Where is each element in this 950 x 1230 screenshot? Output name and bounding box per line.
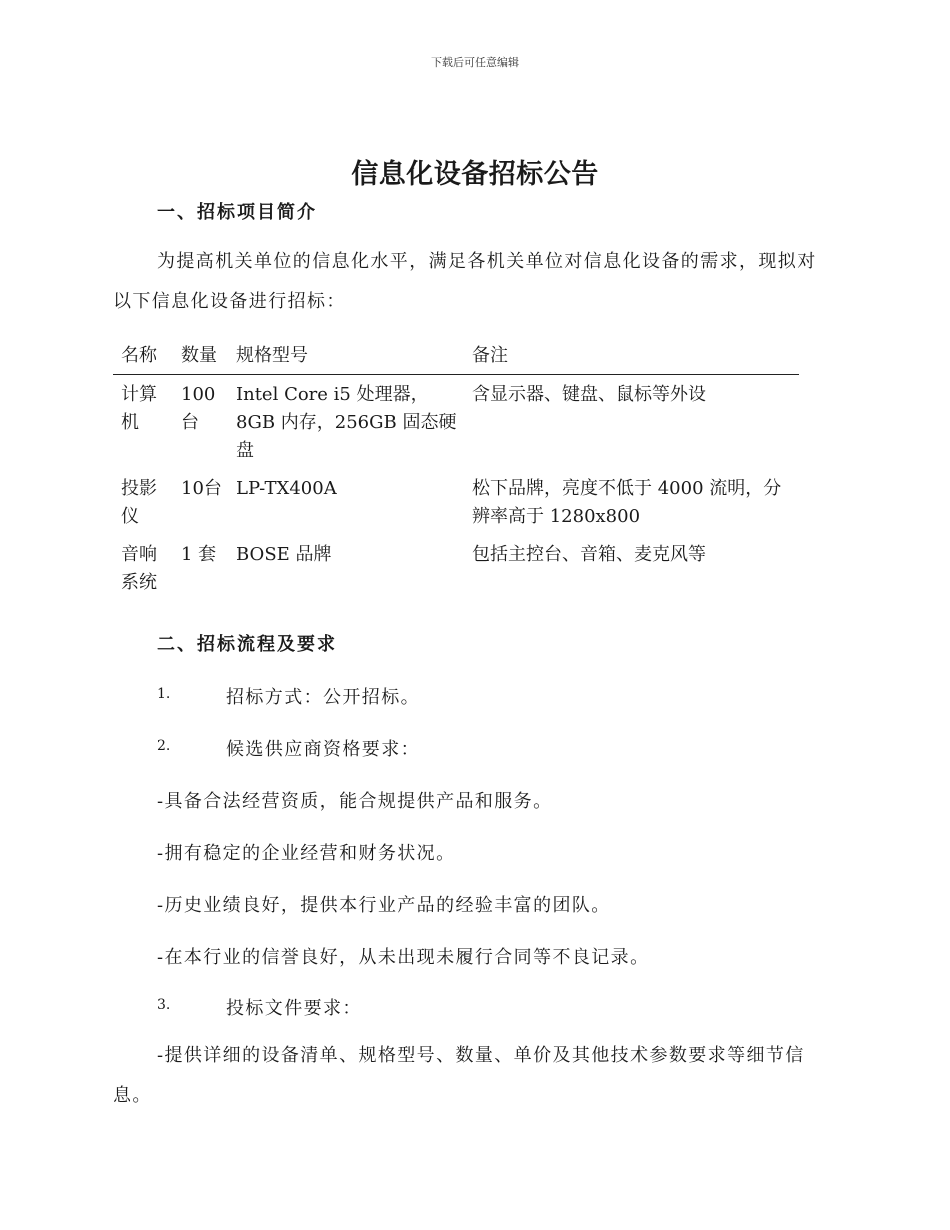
file-requirement-bullet: -提供详细的设备清单、规格型号、数量、单价及其他技术参数要求等细节信息。 (113, 1045, 805, 1106)
requirement-bullet: -拥有稳定的企业经营和财务状况。 (157, 843, 456, 864)
cell-name: 音响系统 (121, 544, 157, 593)
page-header: 下载后可任意编辑 (431, 56, 519, 69)
cell-notes: 松下品牌，亮度不低于 4000 流明，分辨率高于 1280x800 (472, 478, 782, 527)
requirement-bullet: -在本行业的信誉良好，从未出现未履行合同等不良记录。 (157, 947, 650, 968)
cell-name: 投影仪 (121, 478, 157, 527)
list-item-text: 候选供应商资格要求： (226, 739, 420, 760)
list-item-text: 招标方式：公开招标。 (226, 687, 420, 708)
requirement-bullet: -历史业绩良好，提供本行业产品的经验丰富的团队。 (157, 895, 611, 916)
cell-quantity: 100台 (181, 384, 216, 433)
table-row (113, 469, 799, 535)
table-header-notes: 备注 (464, 342, 799, 375)
cell-notes: 包括主控台、音箱、麦克风等 (472, 544, 706, 565)
section-heading-1: 一、招标项目简介 (157, 202, 317, 223)
table-header-spec: 规格型号 (228, 342, 464, 375)
list-item-number: 1. (157, 686, 171, 702)
cell-notes: 含显示器、键盘、鼠标等外设 (472, 384, 706, 405)
list-item-text: 投标文件要求： (226, 998, 362, 1019)
cell-spec: Intel Core i5 处理器，8GB 内存，256GB 固态硬盘 (236, 384, 457, 461)
section-heading-2: 二、招标流程及要求 (157, 634, 337, 655)
table-header-name: 名称 (113, 342, 173, 375)
cell-quantity: 1 套 (181, 544, 217, 565)
table-header-quantity: 数量 (173, 342, 228, 375)
table-header-row (113, 342, 799, 375)
cell-quantity: 10台 (181, 478, 222, 499)
requirement-bullet: -具备合法经营资质，能合规提供产品和服务。 (157, 791, 553, 812)
cell-spec: BOSE 品牌 (236, 544, 332, 565)
table-row (113, 375, 799, 470)
cell-spec: LP-TX400A (236, 478, 337, 499)
cell-name: 计算机 (121, 384, 157, 433)
list-item-number: 2. (157, 738, 171, 754)
document-title: 信息化设备招标公告 (351, 159, 599, 190)
equipment-table (113, 342, 799, 601)
table-row (113, 535, 799, 601)
list-item-number: 3. (157, 997, 171, 1013)
intro-paragraph: 为提高机关单位的信息化水平，满足各机关单位对信息化设备的需求，现拟对以下信息化设备进行招标： (113, 251, 817, 312)
